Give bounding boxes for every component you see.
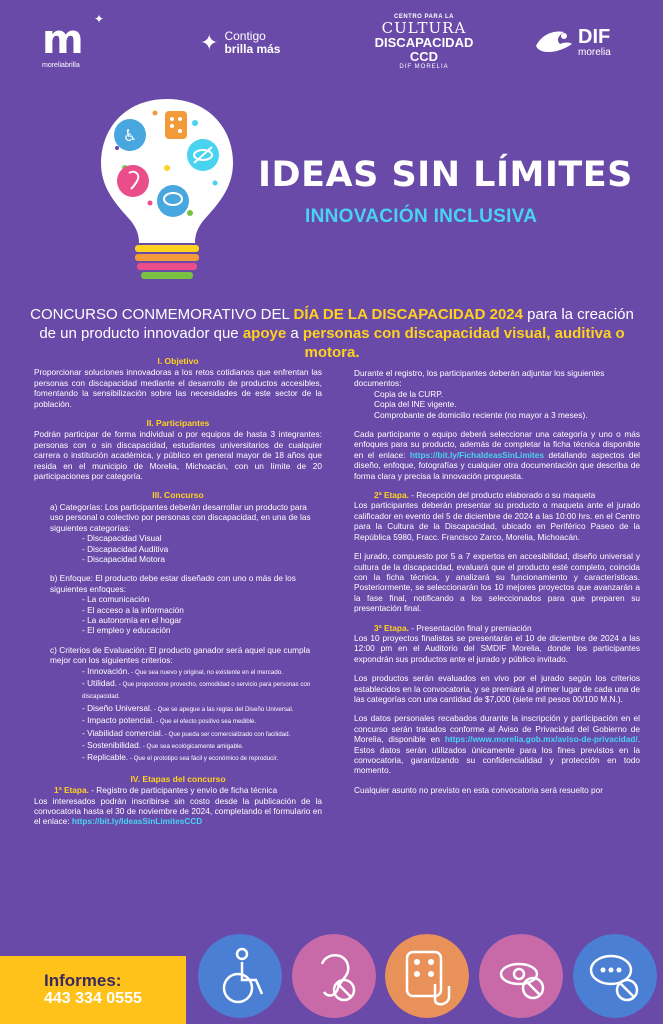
registro-link[interactable]: https://bit.ly/IdeasSinLimitesCCD xyxy=(71,816,203,827)
morelia-logo xyxy=(42,12,105,75)
etapa1-text: Los interesados podrán inscribirse sin costo desde la publicación de la convocatoria hasta el 30 de noviembre de 2024, completando el formulario en el enlace: xyxy=(34,795,322,827)
informes-label: Informes: xyxy=(44,971,122,990)
etapa-title: - Registro de participantes y envío de ficha técnica xyxy=(88,785,278,796)
wheelchair-icon xyxy=(198,934,282,1018)
criterio-desc: - Que el prototipo sea fácil y económico de reproducir. xyxy=(128,755,279,763)
dif-logo xyxy=(534,24,634,60)
etapa2-text: Los participantes deberán presentar su producto o maqueta ante el jurado calificador en evento del 5 de diciembre de 2024 a las 10:00 hrs. en el Centro para la Cultura de la Discapacidad, ubicado en Periférico Paseo de la República 5980, Fracc. Francisco Zarco, Morelia, Michoacán. xyxy=(354,500,640,542)
list-item: - La autonomía en el hogar xyxy=(82,614,182,625)
bulb-base-ring xyxy=(135,254,199,261)
criterio-desc: - Que proporcione provecho, comodidad o servicio para personas con discapacidad. xyxy=(82,680,311,701)
list-item: - Discapacidad Auditiva xyxy=(82,543,169,554)
etapa-label: 3ª Etapa. xyxy=(374,622,409,633)
participantes-text: Podrán participar de forma individual o por equipos de hasta 3 integrantes: personas con o sin discapacidad, estudiantes universitarios de cualquier carrera o institución académica, y público en general mayor de 18 años que resida en el municipio de Morelia, Michoacán, con un límite de 20 participaciones por categoría. xyxy=(34,429,322,482)
lightbulb-illustration xyxy=(95,93,240,288)
bulb-base-ring xyxy=(135,245,199,252)
criterio-desc: - Que se apegue a las reglas del Diseño Universal. xyxy=(152,705,294,713)
list-item: - El acceso a la información xyxy=(82,604,184,615)
intro-part: CONCURSO CONMEMORATIVO DEL xyxy=(30,306,294,323)
left-column xyxy=(34,356,322,827)
criterio-label: - Impacto potencial. xyxy=(82,715,155,726)
section-title: IV. Etapas del concurso xyxy=(130,773,226,784)
list-item: - Discapacidad Motora xyxy=(82,553,166,564)
criterio-desc: - Que pueda ser comercializado con facilidad. xyxy=(163,730,291,738)
section-title: I. Objetivo xyxy=(157,356,199,366)
ficha-link[interactable]: https://bit.ly/FichaIdeasSinLimites xyxy=(409,449,545,460)
etapa3-text: Los 10 proyectos finalistas se presentarán el 10 de diciembre de 2024 a las 12:00 pm en el Auditorio del SMDIF Morelia, donde los participantes expondrán sus productos ante el jurado y público invitado. xyxy=(354,632,640,664)
dif-name: DIF xyxy=(578,25,611,48)
morelia-logo-text: moreliabrilla xyxy=(42,62,80,69)
eye-off-icon xyxy=(479,934,563,1018)
page-title: IDEAS SIN LÍMITES xyxy=(258,155,633,195)
etapa-title: - Presentación final y premiación xyxy=(408,622,532,633)
ear-off-icon xyxy=(292,934,376,1018)
ccd-discapacidad: DISCAPACIDAD xyxy=(374,35,474,50)
phone-number[interactable]: 443 334 0555 xyxy=(44,990,142,1007)
enfoque-text: b) Enfoque: El producto debe estar diseñado con uno o más de los siguientes enfoques: xyxy=(50,573,296,594)
morelia-logo-letter: m xyxy=(42,17,84,63)
dove-icon xyxy=(534,26,574,58)
list-item: Copia del INE vigente. xyxy=(374,399,457,410)
datos-text: Los datos personales recabados durante la inscripción y participación en el concurso serán tratados conforme al Aviso de Privacidad del Gobierno de Morelia, disponible en xyxy=(354,713,640,745)
ficha-text: Cada participante o equipo deberá seleccionar una categoría y uno o más enfoques para su producto, además de completar la ficha técnica disponible en el enlace: xyxy=(354,429,640,460)
right-column xyxy=(354,368,640,795)
contigo-line2: brilla más xyxy=(224,42,281,56)
criterio-desc: - Que sea nuevo y original, no existente en el mercado. xyxy=(129,668,283,676)
dif-city: morelia xyxy=(578,46,611,58)
informes-box xyxy=(0,956,186,1024)
criterio-label: - Diseño Universal. xyxy=(82,702,153,713)
criterio-desc: - Que sea ecológicamente amigable. xyxy=(141,743,244,750)
contigo-logo xyxy=(200,28,310,58)
speech-off-icon xyxy=(573,934,657,1018)
jurado-text: El jurado, compuesto por 5 a 7 expertos en accesibilidad, diseño universal y cultura de la discapacidad, evaluará que el producto esté completo, coincida con la ficha técnica, y analizará su funcionamiento y características. Posteriormente, se seleccionarán los 10 mejores proyectos que avanzarán a la fase final, notificando a los seleccionados para que preparen su presentación final. xyxy=(354,551,640,614)
section-title: II. Participantes xyxy=(146,418,210,429)
intro-highlight: apoye xyxy=(242,325,287,342)
objetivo-text: Proporcionar soluciones innovadoras a los retos cotidianos que enfrentan las personas con discapacidad mediante el desarrollo de productos accesibles, fomentando la sensibilización sobre las necesidades de este sector de la población. xyxy=(34,367,322,409)
bulb-base-ring xyxy=(141,272,193,279)
braille-icon xyxy=(165,111,187,139)
ccd-top: CENTRO PARA LA xyxy=(394,14,454,20)
ccd-bottom: DIF MORELIA xyxy=(399,64,449,70)
etapa-label: 2ª Etapa. xyxy=(374,490,409,501)
intro-highlight: DÍA DE LA DISCAPACIDAD 2024 xyxy=(293,306,523,323)
ear-off-icon xyxy=(117,165,149,197)
criterio-label: - Replicable. xyxy=(82,752,129,763)
list-item: - El empleo y educación xyxy=(82,625,171,636)
ficha-text: detallando aspectos del diseño, enfoque, fotografías y cualquier otra documentación que describa de forma clara y precisa la innovación propuesta. xyxy=(354,449,640,481)
criterios-text: c) Criterios de Evaluación: El producto ganador será aquel que cumpla mejor con los siguientes criterios: xyxy=(50,644,311,666)
ccd-acronym: CCD xyxy=(409,49,439,64)
svg-text:♿: ♿ xyxy=(122,126,138,145)
list-item: - Discapacidad Visual xyxy=(82,533,162,544)
ccd-logo xyxy=(366,14,482,72)
no-previsto-text: Cualquier asunto no previsto en esta convocatoria será resuelto por xyxy=(354,784,604,795)
list-item: Comprobante de domicilio reciente (no mayor a 3 meses). xyxy=(374,409,588,420)
sparkle-icon: ✦ xyxy=(200,30,219,55)
criterio-label: - Viabilidad comercial. xyxy=(82,727,164,738)
documentos-text: Durante el registro, los participantes deberán adjuntar los siguientes documentos: xyxy=(354,368,605,389)
intro-part: para la creación de un producto innovador que xyxy=(39,306,634,342)
criterio-label: - Utilidad. xyxy=(82,677,118,688)
section-title: III. Concurso xyxy=(152,490,204,501)
categorias-text: a) Categorías: Los participantes deberán desarrollar un producto para uso personal o colectivo por personas con discapacidad, en una de las siguientes categorías: xyxy=(50,501,311,533)
criterio-label: - Innovación. xyxy=(82,665,130,676)
braille-hand-icon xyxy=(385,934,469,1018)
intro-highlight: personas con discapacidad visual, auditiva o motora. xyxy=(302,325,625,361)
ccd-cultura: CULTURA xyxy=(381,19,467,37)
intro-part: a xyxy=(286,325,303,342)
evaluacion-text: Los productos serán evaluados en vivo por el jurado según los criterios establecidos en la convocatoria, y se premiará al primer lugar de cada una de las categorías con una cantidad de $7,000 (siete mil pesos 00/100 M.N.). xyxy=(354,673,640,704)
speech-off-icon xyxy=(157,185,189,217)
page-subtitle: INNOVACIÓN INCLUSIVA xyxy=(305,206,538,227)
etapa-label: 1ª Etapa. xyxy=(54,785,89,796)
bulb-base-ring xyxy=(137,263,197,270)
criterio-label: - Sostenibilidad. xyxy=(82,740,142,750)
etapa-title: - Recepción del producto elaborado o su maqueta xyxy=(408,490,596,501)
intro-paragraph xyxy=(20,305,644,362)
list-item: - La comunicación xyxy=(82,594,150,605)
privacidad-link[interactable]: https://www.morelia.gob.mx/aviso-de-privacidad/ xyxy=(444,734,638,745)
criterio-desc: - Que el efecto positivo sea medible. xyxy=(154,718,257,726)
contigo-line1: Contigo xyxy=(224,29,266,43)
list-item: Copia de la CURP. xyxy=(374,388,444,399)
sparkle-icon: ✦ xyxy=(94,12,105,26)
datos-text: . Estos datos serán utilizados únicamente para los fines previstos en la convocatoria, garantizando su confidencialidad y protección en todo momento. xyxy=(354,734,640,776)
